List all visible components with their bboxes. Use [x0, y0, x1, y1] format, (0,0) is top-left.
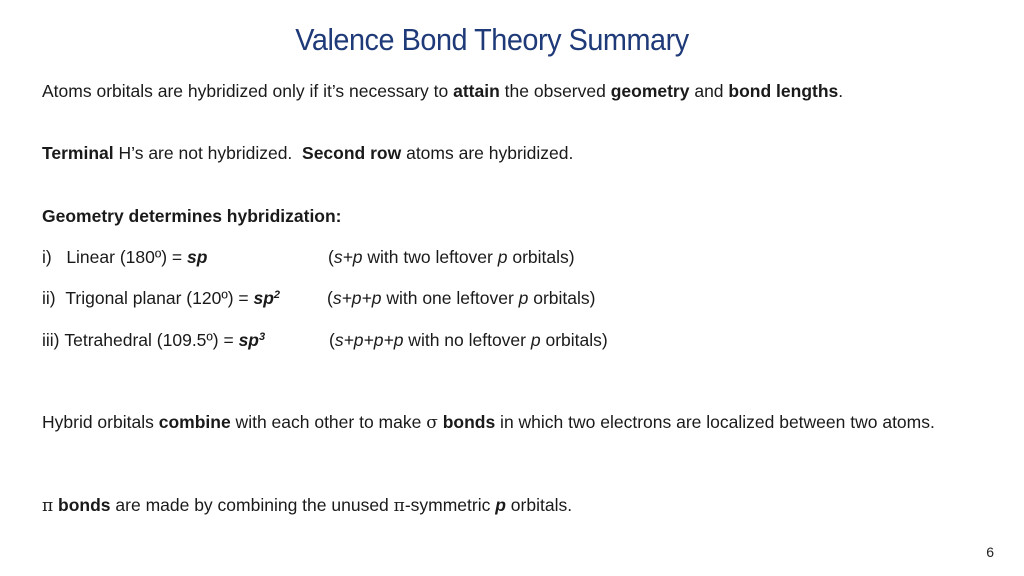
item-number: ii) — [42, 288, 56, 308]
text-segment: Atoms orbitals are hybridized only if it’s necessary to — [42, 81, 454, 101]
text-segment: orbitals) — [528, 288, 596, 308]
text-segment: H’s are not hybridized. — [113, 143, 303, 163]
pi-bonds-statement — [42, 494, 572, 517]
bold-attain: attain — [453, 81, 500, 101]
slide-title: Valence Bond Theory Summary — [295, 22, 689, 57]
pi-symbol: π — [393, 496, 405, 516]
text-segment: with one leftover — [381, 288, 519, 308]
text-segment: with no leftover — [403, 330, 531, 350]
text-segment: atoms are hybridized. — [401, 143, 574, 163]
text-segment: orbitals) — [540, 330, 608, 350]
text-segment: the observed — [499, 81, 611, 101]
item-number: i) — [42, 247, 52, 267]
hybrid-superscript: 2 — [273, 289, 281, 301]
text-segment: in which two electrons are localized between two atoms. — [495, 412, 935, 432]
bold-second-row: Second row — [302, 143, 402, 163]
page-number: 6 — [986, 544, 994, 560]
text-segment: -symmetric — [404, 495, 496, 515]
list-item-trigonal-planar — [42, 287, 942, 309]
hybrid-orbitals-statement — [42, 411, 992, 434]
combo-formula: s+p+p+p — [334, 330, 404, 350]
p-symbol: p — [495, 495, 506, 515]
open-paren: ( — [329, 330, 335, 350]
text-segment: Hybrid orbitals — [42, 412, 159, 432]
text-segment: with each other to make — [230, 412, 427, 432]
geometry-heading: Geometry determines hybridization: — [42, 206, 342, 226]
item-number: iii) — [42, 330, 60, 350]
hybrid-label: sp — [253, 288, 274, 308]
text-segment: are made by combining the unused — [110, 495, 394, 515]
hybrid-label: sp — [187, 247, 208, 267]
text-segment: . — [838, 81, 844, 101]
bold-combine: combine — [158, 412, 231, 432]
text-segment: orbitals. — [505, 495, 573, 515]
bold-bonds: bonds — [437, 412, 496, 432]
hybrid-superscript: 3 — [259, 331, 266, 343]
combo-formula: s+p — [333, 247, 363, 267]
p-symbol: p — [530, 330, 541, 350]
bold-terminal: Terminal — [42, 143, 114, 163]
open-paren: ( — [328, 247, 334, 267]
geometry-name: Linear (180º) = — [66, 247, 188, 267]
orbital-combination — [327, 287, 595, 309]
open-paren: ( — [327, 288, 333, 308]
bold-geometry: geometry — [610, 81, 690, 101]
combo-formula: s+p+p — [332, 288, 382, 308]
orbital-combination — [328, 246, 575, 268]
list-item-tetrahedral — [42, 329, 942, 351]
terminal-statement — [42, 142, 573, 164]
text-segment: and — [689, 81, 729, 101]
list-item-linear — [42, 246, 942, 268]
pi-symbol: π — [42, 496, 54, 516]
hybrid-label: sp — [238, 330, 260, 350]
orbital-combination — [329, 329, 608, 351]
geometry-name: Tetrahedral (109.5º) = — [64, 330, 239, 350]
text-segment: with two leftover — [362, 247, 498, 267]
hybridization-statement — [42, 80, 843, 102]
p-symbol: p — [518, 288, 529, 308]
geometry-name: Trigonal planar (120º) = — [65, 288, 254, 308]
text-segment: orbitals) — [507, 247, 575, 267]
sigma-symbol: σ — [426, 413, 438, 433]
p-symbol: p — [497, 247, 508, 267]
bold-bond-lengths: bond lengths — [728, 81, 839, 101]
bold-bonds: bonds — [53, 495, 111, 515]
